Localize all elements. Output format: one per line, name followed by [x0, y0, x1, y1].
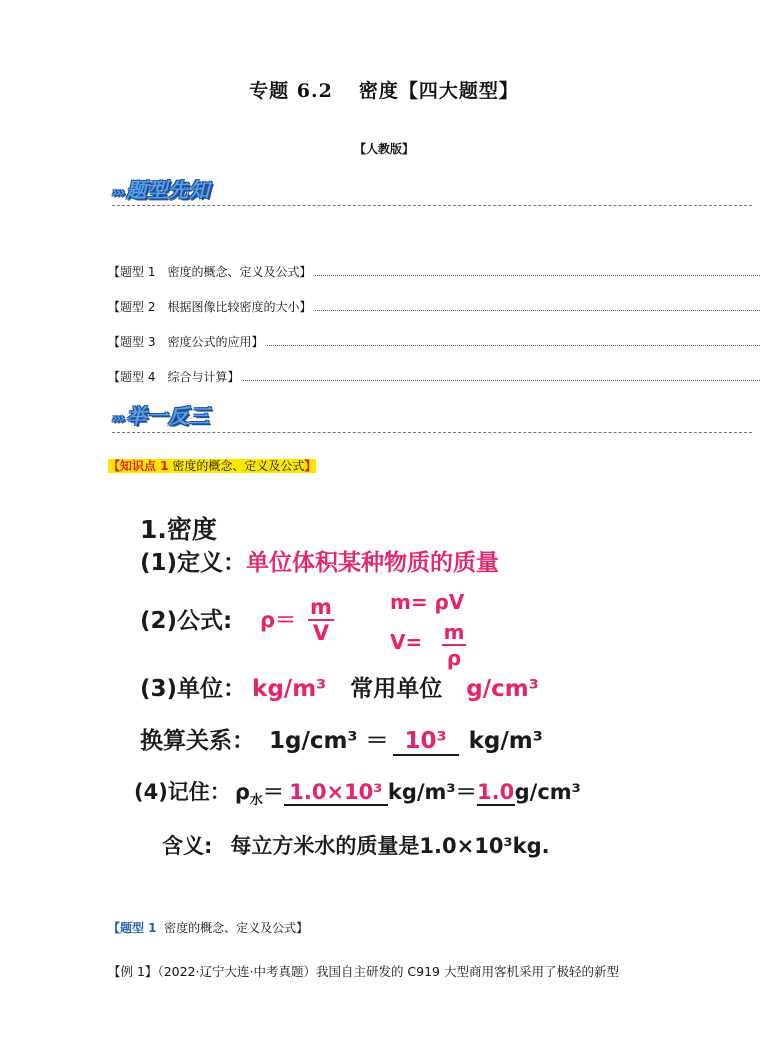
- definition-label: (1)定义：: [140, 550, 247, 576]
- density-slide-image: [128, 500, 618, 880]
- meaning-row: [162, 830, 550, 860]
- formula-alt-1: m= ρV: [390, 590, 465, 614]
- title-topic-number: 专题 6.2: [249, 80, 333, 102]
- type-1-text: 密度的概念、定义及公式】: [164, 921, 309, 935]
- fraction-denominator: ρ: [446, 646, 462, 670]
- toc-item-label: 【题型 3 密度公式的应用】: [108, 335, 264, 349]
- toc-item-type-4[interactable]: [108, 367, 760, 385]
- formula-rho-eq: ρ＝: [260, 608, 297, 632]
- equals-sign: ＝: [262, 780, 284, 804]
- toc-leader: [315, 310, 760, 311]
- example-1: [108, 962, 619, 980]
- title-topic-name: 密度【四大题型】: [358, 80, 519, 102]
- toc-item-type-1[interactable]: [108, 262, 760, 280]
- slide-heading: 1.密度: [140, 515, 217, 544]
- water-density-value: 1.0×10³: [284, 780, 388, 806]
- remember-row: [134, 776, 581, 808]
- rho-water: ρ: [234, 780, 250, 804]
- meaning-label: 含义:: [162, 834, 213, 858]
- knowledge-point-heading: [108, 457, 316, 475]
- edition-label: 【人教版】: [353, 142, 414, 156]
- example-1-source: （2022·辽宁大连·中考真题）: [157, 964, 316, 979]
- conversion-label: 换算关系：: [140, 728, 255, 754]
- formula-fraction: [308, 595, 334, 645]
- unit-common: g/cm³: [466, 676, 539, 702]
- water-density-value-2: 1.0: [477, 780, 515, 804]
- type-1-heading: [108, 919, 308, 936]
- formula-alt-2-fraction: [442, 620, 466, 670]
- toc-item-type-2[interactable]: [108, 297, 760, 315]
- toc-item-label: 【题型 2 根据图像比较密度的大小】: [108, 300, 312, 314]
- arrows-icon: ›››: [112, 411, 124, 427]
- formula-label: (2)公式:: [140, 608, 233, 634]
- toc-item-label: 【题型 4 综合与计算】: [108, 370, 240, 384]
- knowledge-point-text: 密度的概念、定义及公式: [172, 459, 305, 473]
- knowledge-point-close: 】: [304, 459, 317, 473]
- unit-common-label: 常用单位: [350, 676, 443, 702]
- definition-row: [140, 544, 499, 577]
- formula-alt-2-lhs: V=: [390, 630, 423, 654]
- banner-text: 举一反三: [126, 404, 211, 428]
- banner-text: 题型先知: [126, 178, 211, 202]
- fraction-numerator: m: [443, 620, 465, 644]
- water-density-unit-2: g/cm³: [514, 780, 581, 804]
- unit-row: [140, 670, 539, 703]
- water-density-unit: kg/m³＝: [387, 780, 477, 804]
- example-1-label: 【例 1】: [108, 964, 158, 979]
- definition-text: 单位体积某种物质的质量: [246, 550, 500, 576]
- type-1-tag: 【题型 1: [108, 921, 157, 935]
- meaning-text: 每立方米水的质量是1.0×10³kg.: [230, 834, 550, 858]
- toc-leader: [315, 275, 760, 276]
- fraction-numerator: m: [310, 595, 332, 619]
- page-title: [0, 76, 768, 103]
- toc-leader: [243, 380, 760, 381]
- toc-item-label: 【题型 1 密度的概念、定义及公式】: [108, 265, 312, 279]
- fraction-denominator: V: [312, 621, 330, 645]
- section-banner-preview: [112, 176, 210, 204]
- conversion-row: [140, 722, 543, 756]
- example-1-text: 我国自主研发的 C919 大型商用客机采用了极轻的新型: [315, 964, 619, 979]
- divider: [112, 432, 752, 433]
- conversion-value: 10³: [393, 728, 459, 756]
- remember-label: (4)记住：: [134, 780, 231, 804]
- unit-label: (3)单位：: [140, 676, 247, 702]
- arrows-icon: ›››: [112, 185, 124, 201]
- conversion-rhs: kg/m³: [468, 728, 543, 754]
- unit-si: kg/m³: [252, 676, 327, 702]
- rho-water-subscript: 水: [249, 793, 263, 809]
- toc-leader: [267, 345, 760, 346]
- section-banner-practice: [112, 402, 210, 430]
- knowledge-point-tag: 【知识点 1: [108, 459, 169, 473]
- divider: [112, 205, 752, 206]
- conversion-lhs: 1g/cm³ ＝: [269, 728, 389, 754]
- toc-item-type-3[interactable]: [108, 332, 760, 350]
